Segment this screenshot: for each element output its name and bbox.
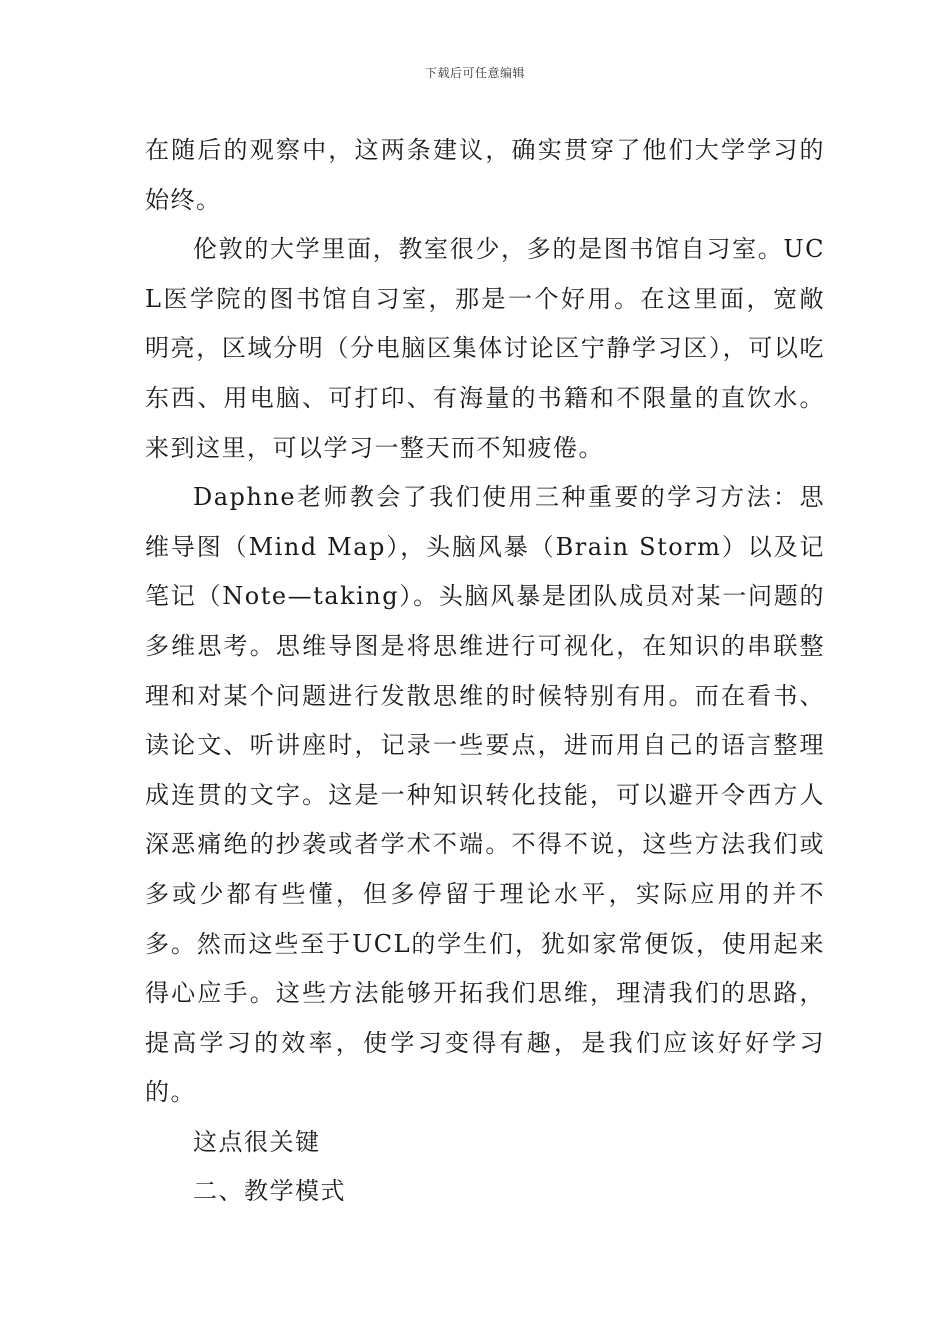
- paragraph-library: 伦敦的大学里面，教室很少，多的是图书馆自习室。UCL医学院的图书馆自习室，那是一个好用。在这里面，宽敞明亮，区域分明（分电脑区集体讨论区宁静学习区），可以吃东西、用电脑、可打印、有海量的书籍和不限量的直饮水。来到这里，可以学习一整天而不知疲倦。: [145, 235, 825, 462]
- paragraph-key-note: 这点很关键: [193, 1127, 321, 1156]
- section-heading: 二、教学模式: [193, 1177, 346, 1206]
- document-body: [145, 126, 825, 1217]
- paragraph-study-methods: Daphne老师教会了我们使用三种重要的学习方法：思维导图（Mind Map），头脑风暴（Brain Storm）以及记笔记（Note—taking）。头脑风暴是团队成员对某一问题的多维思考。思维导图是将思维进行可视化，在知识的串联整理和对某个问题进行发散思维的时候特别有用。而在看书、读论文、听讲座时，记录一些要点，进而用自己的语言整理成连贯的文字。这是一种知识转化技能，可以避开令西方人深恶痛绝的抄袭或者学术不端。不得不说，这些方法我们或多或少都有些懂，但多停留于理论水平，实际应用的并不多。然而这些至于UCL的学生们，犹如家常便饭，使用起来得心应手。这些方法能够开拓我们思维，理清我们的思路，提高学习的效率，使学习变得有趣，是我们应该好好学习的。: [145, 483, 825, 1107]
- paragraph-continuation: 在随后的观察中，这两条建议，确实贯穿了他们大学学习的始终。: [145, 136, 825, 214]
- page-header: 下载后可任意编辑: [424, 66, 525, 80]
